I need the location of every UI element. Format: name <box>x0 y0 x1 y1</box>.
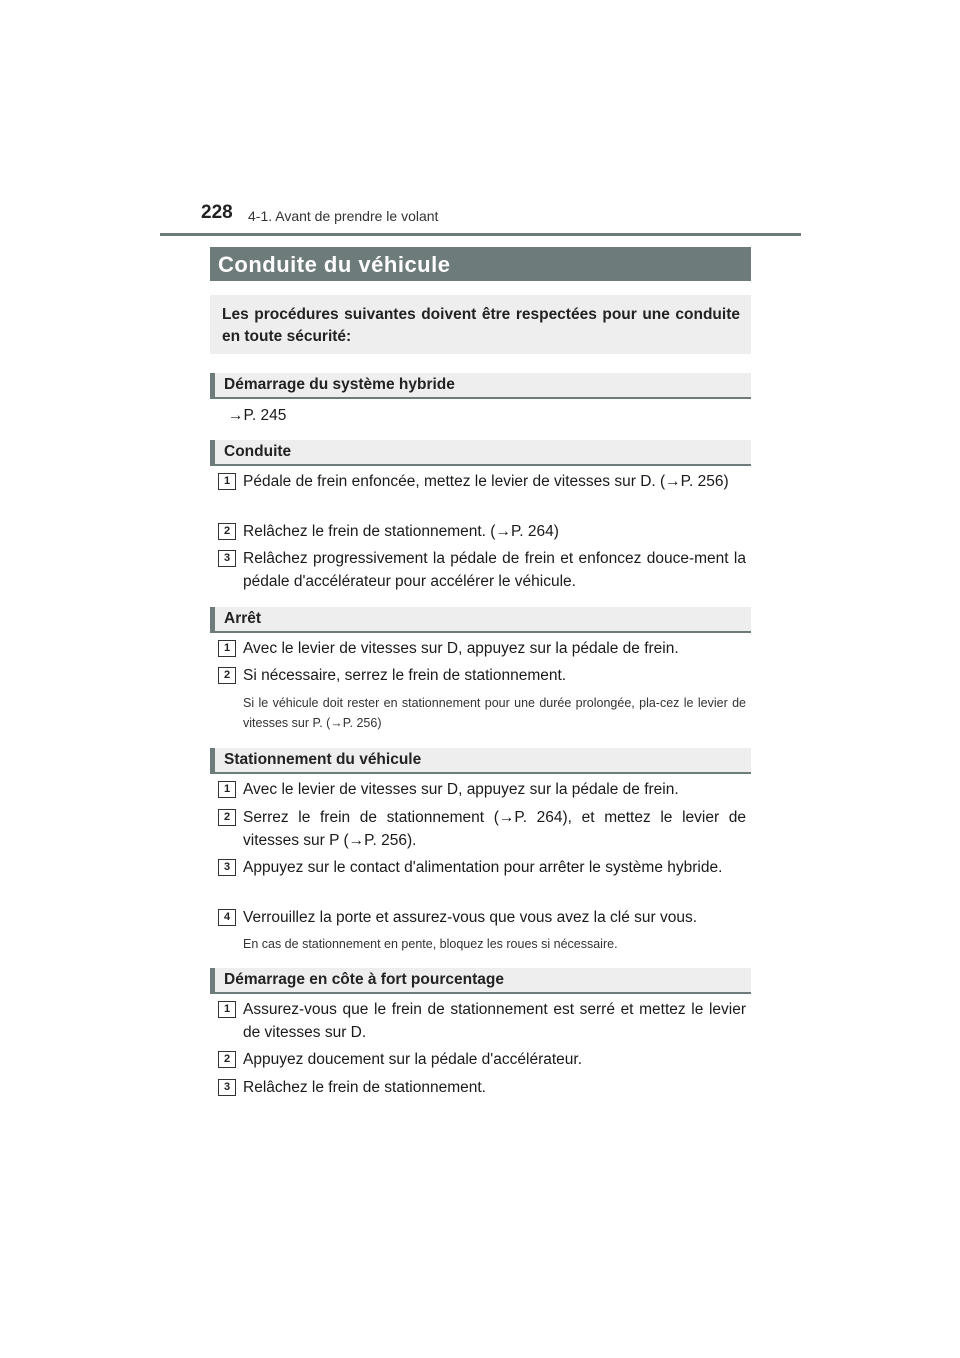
step-badge: 2 <box>218 1051 236 1068</box>
step-text: Avec le levier de vitesses sur D, appuyez sur la pédale de frein. <box>243 781 679 798</box>
step-badge: 1 <box>218 640 236 657</box>
section-header-start <box>210 373 751 399</box>
note-text: En cas de stationnement en pente, bloquez les roues si nécessaire. <box>243 937 618 951</box>
step-text: Avec le levier de vitesses sur D, appuyez sur la pédale de frein. <box>243 640 679 657</box>
step-text: Serrez le frein de stationnement (→P. 264), et mettez le levier de vitesses sur P (→P. 256). <box>243 809 746 849</box>
page-number: 228 <box>201 202 233 223</box>
step-badge: 1 <box>218 1001 236 1018</box>
step-text: Si nécessaire, serrez le frein de stationnement. <box>243 667 567 684</box>
step-text: Verrouillez la porte et assurez-vous que vous avez la clé sur vous. <box>243 909 698 926</box>
chapter-title-bar <box>210 247 751 281</box>
section-header-stop <box>210 607 751 633</box>
section-title: Démarrage en côte à fort pourcentage <box>224 971 504 988</box>
page-reference: →P. 245 <box>228 407 287 424</box>
step-text: Appuyez doucement sur la pédale d'accélérateur. <box>243 1051 583 1068</box>
note-text: Si le véhicule doit rester en stationnement pour une durée prolongée, pla-cez le levier de vitesses sur P. (→P. 256) <box>243 696 746 730</box>
step-badge: 4 <box>218 909 236 926</box>
running-header: 4-1. Avant de prendre le volant <box>248 208 439 224</box>
intro-box <box>210 295 751 354</box>
step-text: Relâchez le frein de stationnement. (→P. 264) <box>243 523 559 540</box>
section-header-driving <box>210 440 751 466</box>
step-badge: 1 <box>218 473 236 490</box>
intro-text: Les procédures suivantes doivent être respectées pour une conduite en toute sécurité: <box>222 306 740 345</box>
step-badge: 3 <box>218 859 236 876</box>
step-badge: 3 <box>218 550 236 567</box>
step-text: Appuyez sur le contact d'alimentation pour arrêter le système hybride. <box>243 859 723 876</box>
step-badge: 3 <box>218 1079 236 1096</box>
step-badge: 2 <box>218 667 236 684</box>
step-text: Relâchez le frein de stationnement. <box>243 1079 486 1096</box>
section-header-parking <box>210 748 751 774</box>
step-badge: 2 <box>218 809 236 826</box>
step-text: Assurez-vous que le frein de stationnement est serré et mettez le levier de vitesses sur D. <box>243 1001 746 1041</box>
section-title: Stationnement du véhicule <box>224 751 422 768</box>
step-badge: 2 <box>218 523 236 540</box>
section-header-hill <box>210 968 751 994</box>
header-rule <box>160 233 801 236</box>
section-title: Démarrage du système hybride <box>224 376 455 393</box>
section-title: Arrêt <box>224 610 262 627</box>
chapter-title: Conduite du véhicule <box>218 252 451 277</box>
section-title: Conduite <box>224 443 292 460</box>
step-text: Relâchez progressivement la pédale de frein et enfoncez douce-ment la pédale d'accélérateur pour accélérer le véhicule. <box>243 550 746 590</box>
step-badge: 1 <box>218 781 236 798</box>
step-text: Pédale de frein enfoncée, mettez le levier de vitesses sur D. (→P. 256) <box>243 473 729 490</box>
